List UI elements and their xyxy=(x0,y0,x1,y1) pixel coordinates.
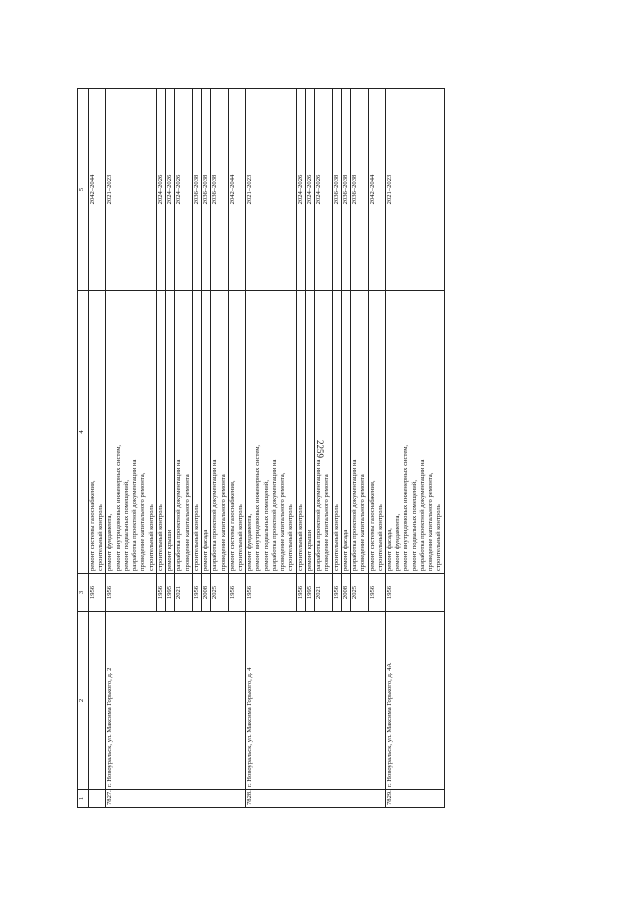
work-item: проведение капитального ремонта xyxy=(219,474,227,571)
year-cell: 1956 xyxy=(156,574,165,612)
year-cell: 1956 xyxy=(246,574,296,612)
period-cell: 2036–2038 xyxy=(202,89,211,291)
work-item: строительный контроль xyxy=(147,504,155,571)
period-cell: 2021–2023 xyxy=(106,89,156,291)
work-item: проведение капитального ремонта, xyxy=(427,472,435,571)
work-item: строительный контроль xyxy=(287,504,295,571)
year-cell: 1956 xyxy=(296,574,305,612)
year-cell: 2021 xyxy=(175,574,192,612)
object-address: г. Новоуральск, ул. Максима Горького, д. 4 xyxy=(246,612,386,790)
work-item: ремонт системы газоснабжения, xyxy=(368,480,376,571)
table-row xyxy=(89,89,106,808)
year-cell: 2025 xyxy=(211,574,228,612)
period-cell: 2024–2026 xyxy=(175,89,192,291)
year-cell: 1956 xyxy=(106,574,156,612)
works-cell xyxy=(246,291,296,574)
work-item: проведение капитального ремонта xyxy=(183,474,191,571)
num-cell xyxy=(89,790,106,808)
work-item: ремонт внутридомовых инженерных систем, xyxy=(254,444,262,571)
column-number: 5 xyxy=(78,89,89,291)
period-cell: 2024–2026 xyxy=(166,89,175,291)
work-item: разработка проектной документации на xyxy=(351,459,359,571)
year-cell: 2021 xyxy=(315,574,332,612)
object-number: 7829. xyxy=(385,790,444,808)
works-cell xyxy=(228,291,245,574)
column-number-row xyxy=(78,89,89,808)
period-cell: 2036–2038 xyxy=(192,89,201,291)
work-item: разработка проектной документации на xyxy=(270,459,278,571)
year-cell: 1956 xyxy=(332,574,341,612)
table-row xyxy=(246,89,296,808)
year-cell: 1956 xyxy=(192,574,201,612)
object-address: г. Новоуральск, ул. Максима Горького, д. 2 xyxy=(106,612,246,790)
column-number: 2 xyxy=(78,612,89,790)
work-item: ремонт крыши xyxy=(166,529,174,571)
works-cell xyxy=(385,291,444,574)
address-cell xyxy=(89,612,106,790)
works-cell xyxy=(305,291,314,574)
year-cell: 1956 xyxy=(228,574,245,612)
work-item: проведение капитального ремонта, xyxy=(139,472,147,571)
work-item: разработка проектной документации на xyxy=(418,459,426,571)
work-item: строительный контроль xyxy=(156,504,164,571)
works-cell xyxy=(89,291,106,574)
year-cell: 2008 xyxy=(341,574,350,612)
work-item: ремонт подвальных помещений, xyxy=(122,480,130,571)
works-cell xyxy=(106,291,156,574)
work-item: проведение капитального ремонта xyxy=(359,474,367,571)
work-item: проведение капитального ремонта, xyxy=(279,472,287,571)
column-number: 1 xyxy=(78,790,89,808)
work-item: ремонт крыши xyxy=(305,529,313,571)
work-item: ремонт фасада, xyxy=(385,528,393,571)
works-cell xyxy=(315,291,332,574)
object-address: г. Новоуральск, ул. Максима Горького, д. 4А xyxy=(385,612,444,790)
period-cell: 2042–2044 xyxy=(368,89,385,291)
work-item: ремонт фундамента, xyxy=(106,513,114,571)
work-item: проведение капитального ремонта xyxy=(323,474,331,571)
year-cell: 1995 xyxy=(305,574,314,612)
capital-repair-table xyxy=(77,88,445,808)
year-cell: 2025 xyxy=(351,574,368,612)
work-item: строительный контроль xyxy=(97,504,105,571)
work-item: ремонт фасада xyxy=(202,529,210,571)
column-number: 4 xyxy=(78,291,89,574)
column-number: 3 xyxy=(78,574,89,612)
period-cell: 2042–2044 xyxy=(228,89,245,291)
table-row xyxy=(385,89,444,808)
works-cell xyxy=(166,291,175,574)
work-item: строительный контроль xyxy=(192,504,200,571)
work-item: разработка проектной документации на xyxy=(315,459,323,571)
object-number: 7827. xyxy=(106,790,246,808)
page-number: 2259 xyxy=(315,440,325,458)
period-cell: 2024–2026 xyxy=(296,89,305,291)
works-cell xyxy=(156,291,165,574)
work-item: разработка проектной документации на xyxy=(211,459,219,571)
work-item: строительный контроль xyxy=(376,504,384,571)
works-cell xyxy=(202,291,211,574)
table-body xyxy=(89,89,445,808)
works-cell xyxy=(211,291,228,574)
works-cell xyxy=(341,291,350,574)
works-cell xyxy=(296,291,305,574)
period-cell: 2021–2023 xyxy=(246,89,296,291)
rotated-table-area xyxy=(77,89,604,808)
table-row xyxy=(106,89,156,808)
work-item: ремонт фундамента, xyxy=(394,513,402,571)
period-cell: 2024–2026 xyxy=(305,89,314,291)
period-cell: 2036–2038 xyxy=(351,89,368,291)
work-item: строительный контроль xyxy=(332,504,340,571)
year-cell: 1956 xyxy=(385,574,444,612)
work-item: разработка проектной документации на xyxy=(131,459,139,571)
work-item: разработка проектной документации на xyxy=(175,459,183,571)
work-item: ремонт подвальных помещений, xyxy=(410,480,418,571)
year-cell: 1956 xyxy=(89,574,106,612)
period-cell: 2042–2044 xyxy=(89,89,106,291)
works-cell xyxy=(368,291,385,574)
works-cell xyxy=(192,291,201,574)
works-cell xyxy=(351,291,368,574)
work-item: ремонт системы газоснабжения, xyxy=(228,480,236,571)
year-cell: 1995 xyxy=(166,574,175,612)
year-cell: 1956 xyxy=(368,574,385,612)
works-cell xyxy=(332,291,341,574)
year-cell: 2008 xyxy=(202,574,211,612)
period-cell: 2036–2038 xyxy=(211,89,228,291)
work-item: ремонт внутридомовых инженерных систем, xyxy=(114,444,122,571)
work-item: ремонт подвальных помещений, xyxy=(262,480,270,571)
period-cell: 2036–2038 xyxy=(332,89,341,291)
work-item: ремонт внутридомовых инженерных систем, xyxy=(402,444,410,571)
work-item: строительный контроль xyxy=(296,504,304,571)
table-wrapper xyxy=(77,89,604,808)
work-item: строительный контроль xyxy=(236,504,244,571)
object-number: 7828. xyxy=(246,790,386,808)
works-cell xyxy=(175,291,192,574)
work-item: ремонт системы газоснабжения, xyxy=(89,480,96,571)
work-item: ремонт фасада xyxy=(341,529,349,571)
period-cell: 2036–2038 xyxy=(341,89,350,291)
period-cell: 2021–2023 xyxy=(385,89,444,291)
period-cell: 2024–2026 xyxy=(315,89,332,291)
work-item: строительный контроль xyxy=(435,504,443,571)
period-cell: 2024–2026 xyxy=(156,89,165,291)
work-item: ремонт фундамента, xyxy=(246,513,254,571)
